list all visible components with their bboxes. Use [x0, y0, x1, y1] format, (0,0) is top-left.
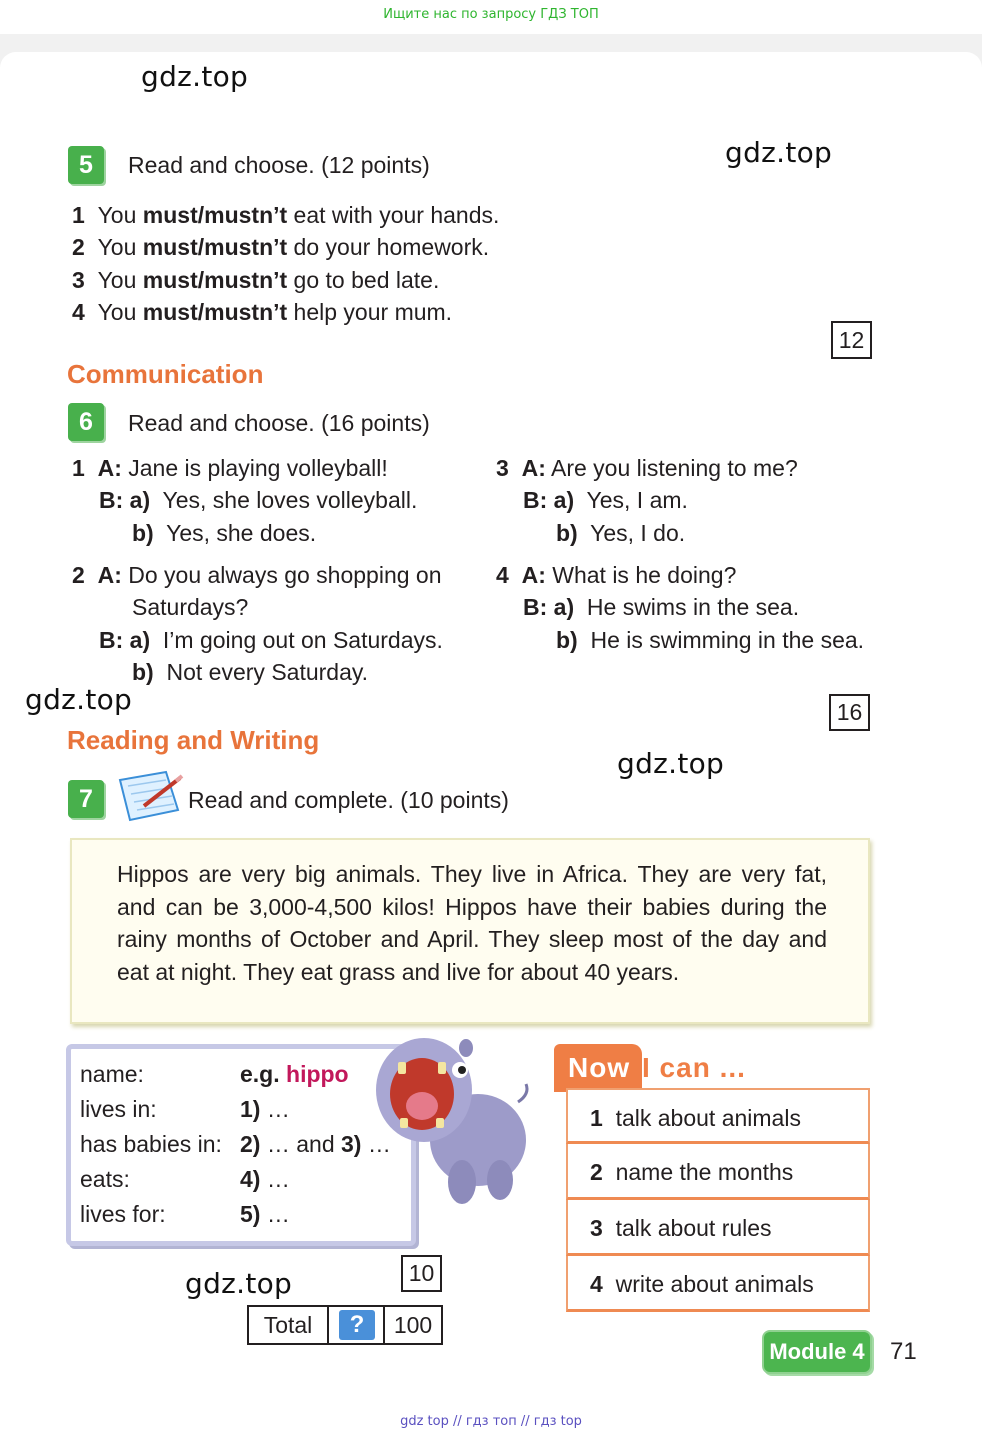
exercise-5-item	[72, 234, 489, 261]
item-number: 1	[590, 1105, 603, 1131]
checklist-item	[566, 1088, 870, 1144]
option-text: Not every Saturday.	[166, 659, 369, 685]
dialogue-1-option-a[interactable]	[99, 487, 417, 514]
footer-links: gdz top // гдз топ // гдз top	[400, 1414, 582, 1429]
item-text: talk about rules	[615, 1215, 772, 1241]
item-post: go to bed late.	[287, 267, 440, 293]
speaker-b-label: B:	[99, 487, 124, 513]
answer-number: 1)	[240, 1096, 261, 1122]
answer-example: hippo	[286, 1061, 349, 1087]
option-label: b)	[132, 520, 154, 546]
answer-number: 5)	[240, 1201, 261, 1227]
item-number: 4	[590, 1271, 603, 1297]
item-text: talk about animals	[615, 1105, 801, 1131]
dialogue-number: 4	[496, 562, 509, 588]
exercise-5-number: 5	[68, 146, 104, 184]
answer-blank: …	[266, 1201, 290, 1227]
exercise-6-score-box: 16	[829, 694, 870, 731]
checklist-item	[566, 1144, 870, 1200]
watermark: gdz.top	[617, 747, 725, 780]
total-icon-cell	[329, 1307, 385, 1343]
table-label-lives-for: lives for:	[80, 1201, 166, 1227]
table-label-name: name:	[80, 1061, 144, 1087]
item-number: 1	[72, 202, 85, 228]
dialogue-2-option-a[interactable]	[99, 627, 443, 654]
table-label-lives-in: lives in:	[80, 1096, 157, 1122]
watermark: gdz.top	[185, 1267, 293, 1300]
total-value: 100	[393, 1312, 433, 1338]
exercise-5-score-box: 12	[831, 321, 872, 359]
item-number: 2	[590, 1159, 603, 1185]
speaker-a-label: A:	[521, 562, 546, 588]
module-badge: Module 4	[762, 1330, 872, 1374]
dialogue-3-option-a[interactable]	[523, 487, 688, 514]
textbook-page	[0, 52, 982, 1440]
watermark: gdz.top	[725, 136, 833, 169]
item-post: eat with your hands.	[287, 202, 500, 228]
item-post: help your mum.	[287, 299, 453, 325]
dialogue-number: 3	[496, 455, 509, 481]
option-label: a)	[129, 487, 151, 513]
item-pre: You	[97, 267, 143, 293]
option-label: b)	[132, 659, 154, 685]
item-number: 3	[590, 1215, 603, 1241]
dialogue-2-option-b[interactable]	[132, 659, 368, 686]
i-can-label: I can ...	[642, 1052, 746, 1083]
total-label: Total	[249, 1307, 329, 1343]
option-label: a)	[553, 594, 575, 620]
checklist-item	[566, 1200, 870, 1256]
option-text: I’m going out on Saturdays.	[162, 627, 443, 653]
writing-notebook-icon	[114, 770, 186, 824]
option-label: a)	[553, 487, 575, 513]
dialogue-2-a	[72, 562, 442, 589]
item-post: do your homework.	[287, 234, 490, 260]
dialogue-3-option-b[interactable]	[556, 520, 685, 547]
speaker-a-text: Are you listening to me?	[550, 455, 798, 481]
item-number: 2	[72, 234, 85, 260]
answer-number: 3)	[341, 1131, 362, 1157]
answer-blank: …	[266, 1096, 290, 1122]
total-score-row	[247, 1305, 443, 1345]
dialogue-4-a	[496, 562, 736, 589]
reading-text: Hippos are very big animals. They live in Africa. They are very fat, and can be 3,000-4,500 kilos! Hippos have their babies during the rainy months of October and April. They sleep most of the day and eat at night. They eat grass and live for about 40 years.	[117, 861, 827, 985]
option-label: b)	[556, 520, 578, 546]
answer-number: 4)	[240, 1166, 261, 1192]
speaker-a-label: A:	[97, 455, 122, 481]
item-number: 3	[72, 267, 85, 293]
exercise-5-item	[72, 202, 499, 229]
option-label: a)	[129, 627, 151, 653]
dialogue-3-a	[496, 455, 798, 482]
option-text: He swims in the sea.	[586, 594, 800, 620]
speaker-a-text: Jane is playing volleyball!	[128, 455, 388, 481]
exercise-6-number: 6	[68, 403, 104, 441]
dialogue-1-option-b[interactable]	[132, 520, 316, 547]
hippo-illustration	[367, 1032, 532, 1212]
dialogue-number: 1	[72, 455, 85, 481]
option-label: b)	[556, 627, 578, 653]
watermark: gdz.top	[141, 60, 249, 93]
answer-number: e.g.	[240, 1061, 280, 1087]
answer-blank: … and	[266, 1131, 335, 1157]
now-label: Now	[554, 1044, 642, 1092]
question-mark-icon: ?	[339, 1310, 375, 1340]
item-text: write about animals	[615, 1271, 814, 1297]
exercise-6-heading: Read and choose. (16 points)	[128, 410, 430, 436]
table-answer-eats[interactable]	[240, 1166, 290, 1193]
option-text: Yes, I do.	[590, 520, 686, 546]
option-text: Yes, she does.	[166, 520, 317, 546]
dialogue-4-option-a[interactable]	[523, 594, 799, 621]
item-choice[interactable]: must/mustn’t	[142, 202, 288, 228]
table-label-eats: eats:	[80, 1166, 130, 1192]
speaker-a-label: A:	[521, 455, 546, 481]
dialogue-2-a-cont: Saturdays?	[132, 594, 249, 620]
dialogue-number: 2	[72, 562, 85, 588]
dialogue-1-a	[72, 455, 388, 482]
option-text: He is swimming in the sea.	[590, 627, 865, 653]
speaker-a-label: A:	[97, 562, 122, 588]
table-label-has-babies-in: has babies in:	[80, 1131, 222, 1157]
checklist-item	[566, 1256, 870, 1312]
exercise-7-heading: Read and complete. (10 points)	[188, 787, 509, 813]
option-text: Yes, she loves volleyball.	[162, 487, 418, 513]
answer-blank: …	[367, 1131, 391, 1157]
speaker-b-label: B:	[99, 627, 124, 653]
option-text: Yes, I am.	[586, 487, 688, 513]
item-pre: You	[97, 202, 143, 228]
dialogue-4-option-b[interactable]	[556, 627, 864, 654]
top-banner: Ищите нас по запросу ГДЗ ТОП	[0, 0, 982, 34]
item-pre: You	[97, 299, 143, 325]
item-pre: You	[97, 234, 143, 260]
item-choice[interactable]: must/mustn’t	[142, 267, 288, 293]
reading-text-panel	[70, 838, 870, 1024]
item-choice[interactable]: must/mustn’t	[142, 234, 288, 260]
item-text: name the months	[615, 1159, 794, 1185]
table-answer-has-babies-in[interactable]	[240, 1131, 391, 1158]
speaker-a-text: Do you always go shopping on	[128, 562, 442, 588]
watermark: gdz.top	[25, 683, 133, 716]
speaker-b-label: B:	[523, 594, 548, 620]
hippo-fact-table	[66, 1044, 416, 1246]
reading-writing-section-title: Reading and Writing	[67, 725, 320, 755]
speaker-a-text: What is he doing?	[552, 562, 737, 588]
table-answer-lives-for[interactable]	[240, 1201, 290, 1228]
page-number: 71	[890, 1338, 917, 1365]
now-i-can-checklist	[566, 1088, 870, 1312]
exercise-7-number: 7	[68, 780, 104, 818]
table-answer-lives-in[interactable]	[240, 1096, 290, 1123]
answer-number: 2)	[240, 1131, 261, 1157]
speaker-b-label: B:	[523, 487, 548, 513]
exercise-7-score-box: 10	[401, 1255, 442, 1292]
exercise-5-item	[72, 267, 439, 294]
item-number: 4	[72, 299, 85, 325]
table-answer-name	[240, 1061, 349, 1088]
communication-section-title: Communication	[67, 359, 264, 389]
exercise-5-heading: Read and choose. (12 points)	[128, 152, 430, 178]
answer-blank: …	[266, 1166, 290, 1192]
exercise-5-item	[72, 299, 452, 326]
item-choice[interactable]: must/mustn’t	[142, 299, 288, 325]
